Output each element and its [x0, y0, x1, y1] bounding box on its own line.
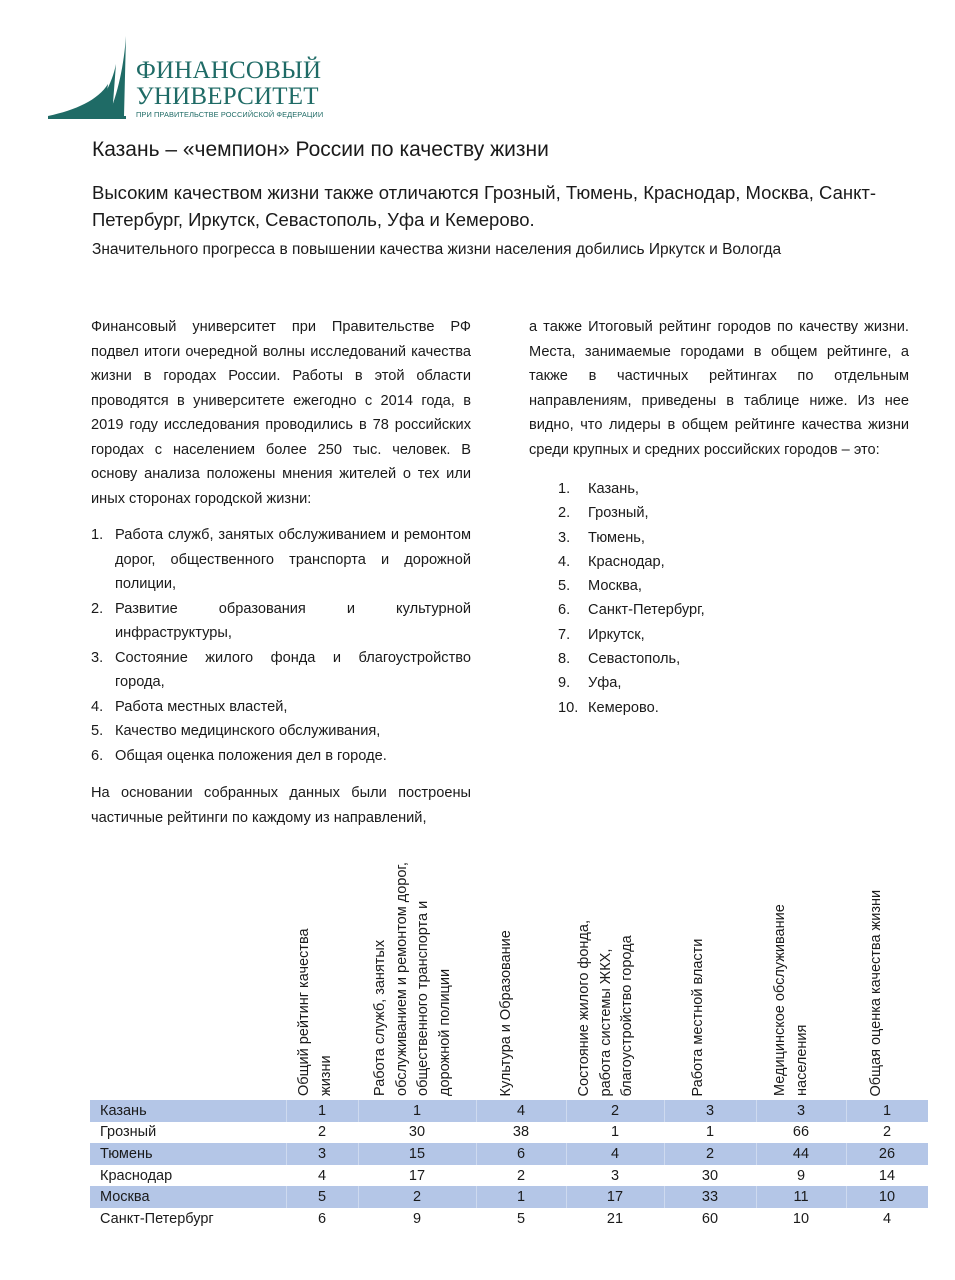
table-row: Тюмень 3 15 6 4 2 44 26 [90, 1143, 928, 1165]
header-culture-education: Культура и Образование [498, 929, 514, 1096]
list-item: 6. Общая оценка положения дел в городе. [91, 747, 387, 764]
after-paragraph: На основании собранных данных были построены частичные рейтинги по каждому из направлений, [91, 785, 471, 826]
criteria-list [91, 523, 471, 768]
list-item: 8. Севастополь, [558, 651, 681, 668]
logo-sails-icon [46, 34, 136, 120]
logo-line-3: ПРИ ПРАВИТЕЛЬСТВЕ РОССИЙСКОЙ ФЕДЕРАЦИИ [136, 110, 324, 119]
table-row: Грозный 2 30 38 1 1 66 2 [90, 1122, 928, 1144]
table-row: Санкт-Петербург 6 9 5 21 60 10 4 [90, 1208, 928, 1230]
logo-line-2: УНИВЕРСИТЕТ [136, 83, 319, 110]
right-column [529, 315, 909, 720]
list-item: 4. Работа местных властей, [91, 698, 288, 715]
page-title: Казань – «чемпион» России по качеству жизни [92, 138, 549, 161]
list-item: 7. Иркутск, [558, 626, 645, 643]
ratings-table [90, 860, 929, 1230]
list-item: 1. Работа служб, занятых обслуживанием и ремонтом дорог, общественного транспорта и дорожной полиции, [91, 527, 471, 592]
header-overall-rating: Общий рейтинг качества жизни [296, 928, 334, 1096]
header-local-government: Работа местной власти [690, 938, 706, 1096]
list-item: 9. Уфа, [558, 675, 622, 692]
table-row: Москва 5 2 1 17 33 11 10 [90, 1186, 928, 1208]
list-item: 2. Развитие образования и культурной инфраструктуры, [91, 600, 471, 641]
left-column [91, 315, 471, 830]
top-cities-list [558, 477, 909, 720]
ratings-table-container [90, 860, 910, 1230]
list-item: 3. Тюмень, [558, 529, 645, 546]
list-item: 5. Москва, [558, 578, 642, 595]
list-item: 2. Грозный, [558, 505, 649, 522]
page-subtitle: Высоким качеством жизни также отличаются Грозный, Тюмень, Краснодар, Москва, Санкт-Петербург, Иркутск, Севастополь, Уфа и Кемерово. [92, 182, 877, 230]
header-roads-transport: Работа служб, занятых обслуживанием и ремонтом дорог, общественного транспорта и дорожной полиции [372, 862, 453, 1096]
list-item: 6. Санкт-Петербург, [558, 602, 705, 619]
lead-paragraph: Значительного прогресса в повышении качества жизни населения добились Иркутск и Вологда [92, 241, 782, 258]
table-row: Краснодар 4 17 2 3 30 9 14 [90, 1165, 928, 1187]
list-item: 1. Казань, [558, 481, 639, 497]
header-city [90, 860, 286, 1100]
table-row: Казань 1 1 4 2 3 3 1 [90, 1100, 928, 1122]
header-overall-assessment: Общая оценка качества жизни [868, 889, 884, 1096]
header-housing: Состояние жилого фонда, работа системы ЖКХ, благоустройство города [576, 919, 635, 1096]
list-item: 10. Кемерово. [558, 699, 659, 716]
list-item: 3. Состояние жилого фонда и благоустройство города, [91, 649, 471, 690]
university-logo [46, 34, 326, 120]
list-item: 4. Краснодар, [558, 553, 665, 570]
intro-paragraph: Финансовый университет при Правительстве РФ подвел итоги очередной волны исследований качества жизни в городах России. Работы в этой области проводятся в университете ежегодно с 2014 года, в 2019 году исследования проводились в 78 российских городах с населением более 250 тыс. человек. В основу анализа положены мнения жителей о тех или иных сторонах городской жизни: [91, 319, 471, 507]
header-medical: Медицинское обслуживание населения [772, 904, 810, 1096]
logo-line-1: ФИНАНСОВЫЙ [136, 57, 322, 84]
table-header-row [90, 860, 928, 1100]
list-item: 5. Качество медицинского обслуживания, [91, 723, 381, 739]
continuation-paragraph: а также Итоговый рейтинг городов по качеству жизни. Места, занимаемые городами в общем рейтинге, а также в частичных рейтингах по отдельным направлениям, приведены в таблице ниже. Из нее видно, что лидеры в общем рейтинге качества жизни среди крупных и средних российских городов – это: [529, 319, 909, 458]
